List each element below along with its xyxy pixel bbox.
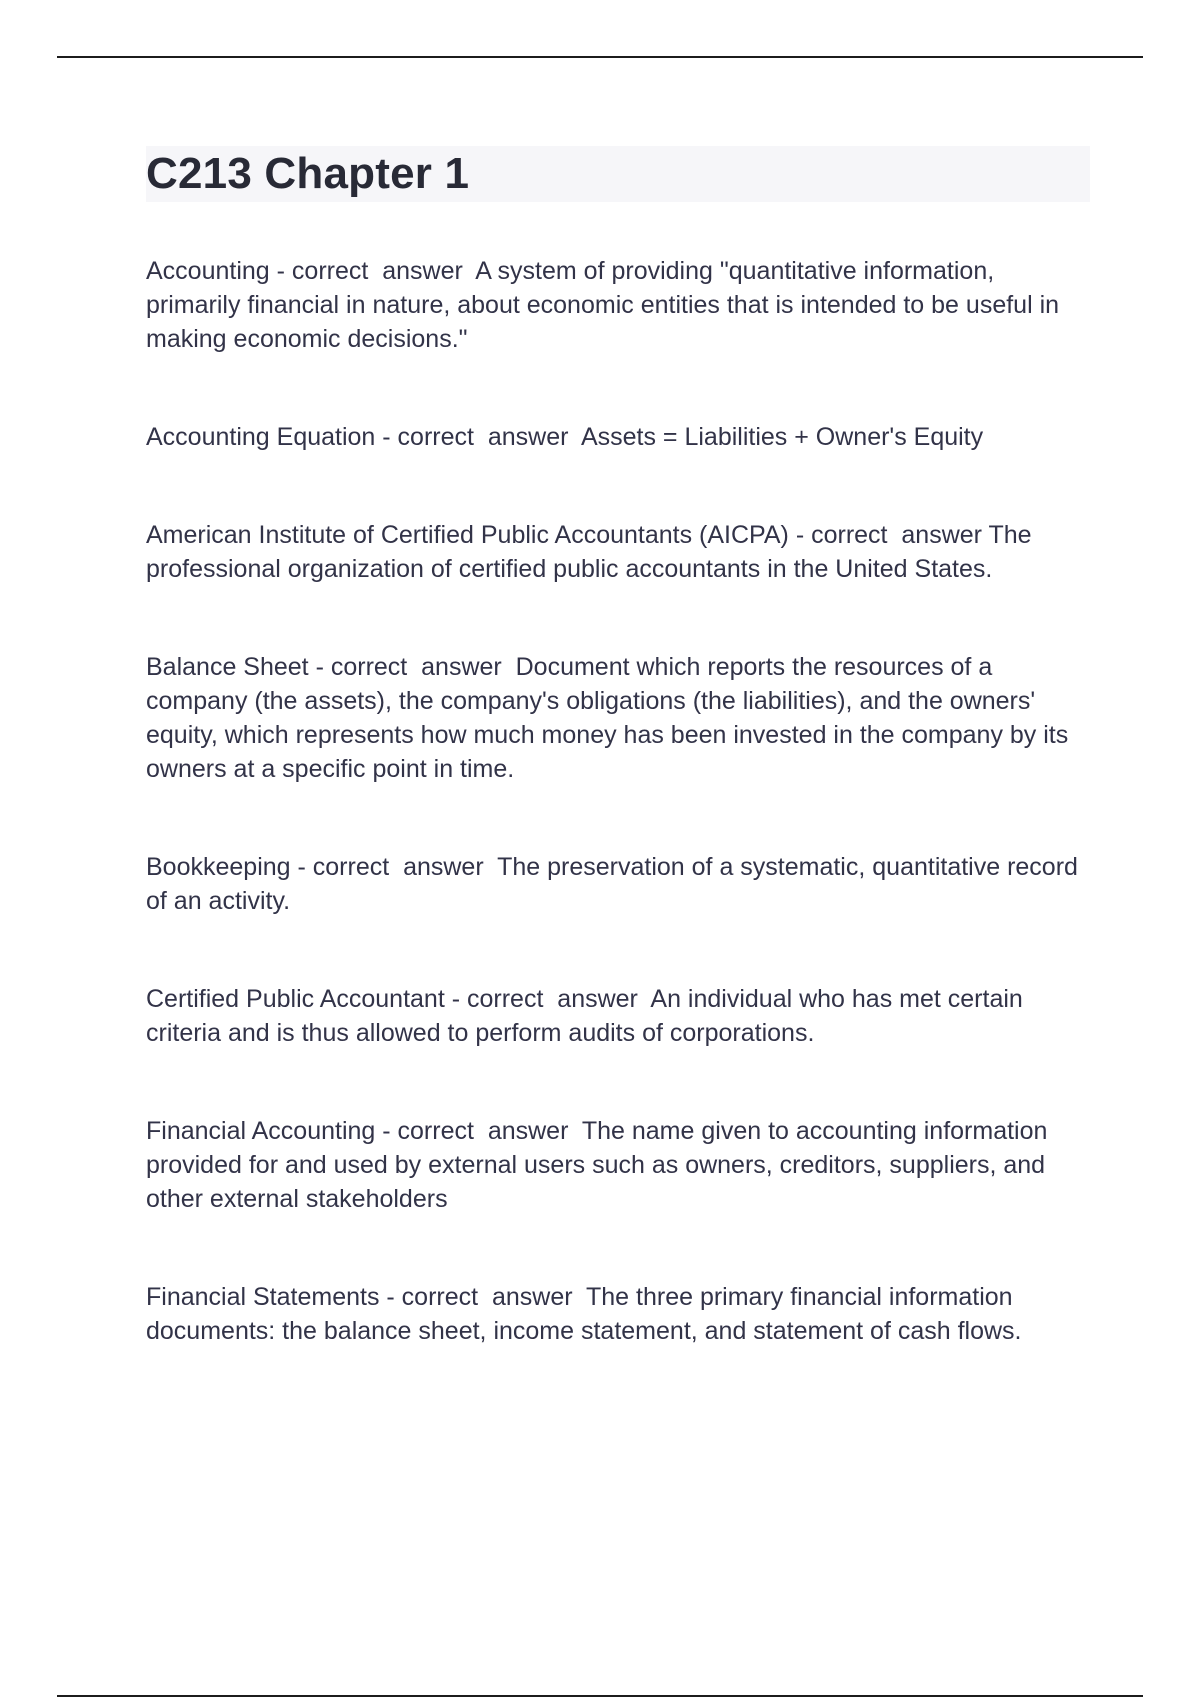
page-title: C213 Chapter 1	[146, 149, 470, 198]
glossary-entry-accounting: Accounting - correct answer A system of providing "quantitative information, primarily financial in nature, about economic entities that is intended to be useful in making economic decisions."	[146, 257, 1066, 353]
glossary-entry-financial-accounting: Financial Accounting - correct answer The name given to accounting information provided for and used by external users such as owners, creditors, suppliers, and other external stakeholders	[146, 1117, 1055, 1213]
title-band	[146, 146, 1090, 202]
top-divider	[57, 56, 1143, 58]
bottom-divider	[57, 1695, 1143, 1697]
glossary-list	[146, 254, 1090, 1348]
glossary-entry-financial-statements: Financial Statements - correct answer The three primary financial information documents: the balance sheet, income statement, and statement of cash flows.	[146, 1283, 1022, 1345]
document-body	[146, 146, 1090, 1348]
glossary-entry-bookkeeping: Bookkeeping - correct answer The preservation of a systematic, quantitative record of an activity.	[146, 853, 1085, 915]
glossary-entry-cpa: Certified Public Accountant - correct answer An individual who has met certain criteria and is thus allowed to perform audits of corporations.	[146, 985, 1030, 1047]
glossary-entry-accounting-equation: Accounting Equation - correct answer Assets = Liabilities + Owner's Equity	[146, 423, 984, 451]
glossary-entry-aicpa: American Institute of Certified Public Accountants (AICPA) - correct answer The professional organization of certified public accountants in the United States.	[146, 521, 1039, 583]
glossary-entry-balance-sheet: Balance Sheet - correct answer Document which reports the resources of a company (the assets), the company's obligations (the liabilities), and the owners' equity, which represents how much money has been invested in the company by its owners at a specific point in time.	[146, 653, 1076, 783]
